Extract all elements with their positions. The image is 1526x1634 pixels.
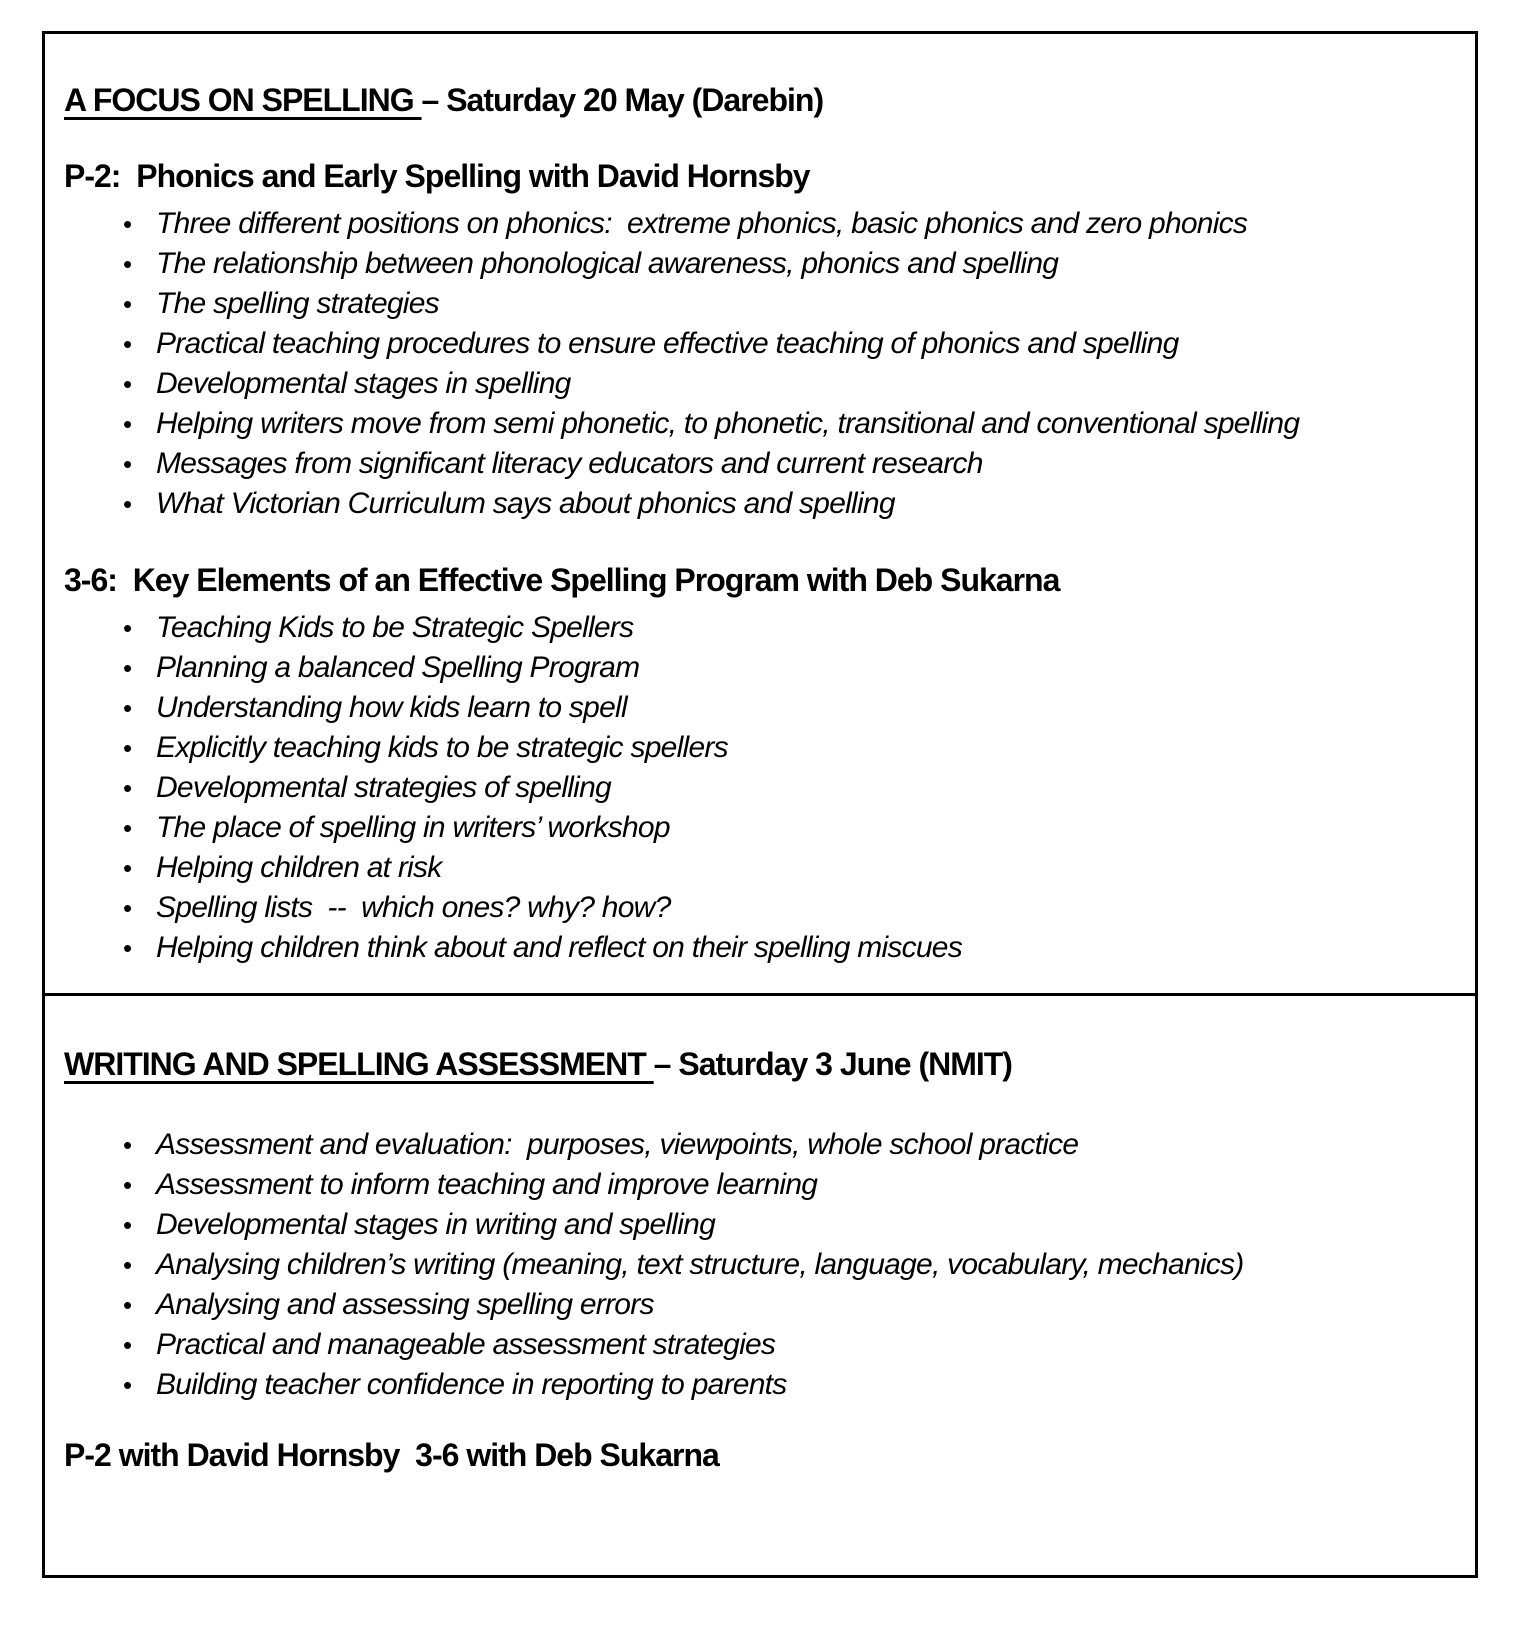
topic-item: • Building teacher confidence in reporting to parents xyxy=(123,1365,1455,1405)
course-table xyxy=(42,31,1478,1578)
topic-item: • The spelling strategies xyxy=(123,284,1455,324)
topic-item: • Developmental stages in writing and spelling xyxy=(123,1205,1455,1245)
topic-item: • What Victorian Curriculum says about phonics and spelling xyxy=(123,484,1455,524)
topic-item: • Teaching Kids to be Strategic Spellers xyxy=(123,608,1455,648)
session-title-name: A FOCUS ON SPELLING xyxy=(64,82,422,118)
topic-item: • Three different positions on phonics: extreme phonics, basic phonics and zero phonics xyxy=(123,204,1455,244)
presenters-line: P-2 with David Hornsby 3-6 with Deb Sukarna xyxy=(64,1437,719,1473)
topic-list-36 xyxy=(64,608,1455,968)
topic-item: • Spelling lists -- which ones? why? how? xyxy=(123,888,1455,928)
session-title-date: – Saturday 3 June (NMIT) xyxy=(653,1046,1012,1082)
topic-item: • Helping children at risk xyxy=(123,848,1455,888)
session-row-assessment xyxy=(45,996,1475,1578)
session-row-spelling-focus xyxy=(45,34,1475,996)
topic-list-p2 xyxy=(64,204,1455,524)
topic-item: • Analysing children’s writing (meaning, text structure, language, vocabulary, mechanics) xyxy=(123,1245,1455,1285)
topic-item: • The relationship between phonological awareness, phonics and spelling xyxy=(123,244,1455,284)
topic-list-assessment xyxy=(64,1125,1455,1405)
session-title-date: – Saturday 20 May (Darebin) xyxy=(421,82,824,118)
topic-item: • Developmental strategies of spelling xyxy=(123,768,1455,808)
topic-item: • Assessment and evaluation: purposes, viewpoints, whole school practice xyxy=(123,1125,1455,1165)
session-title-assessment xyxy=(64,1044,1455,1084)
topic-item: • Analysing and assessing spelling errors xyxy=(123,1285,1455,1325)
topic-item: • Practical teaching procedures to ensure effective teaching of phonics and spelling xyxy=(123,324,1455,364)
topic-item: • Developmental stages in spelling xyxy=(123,364,1455,404)
session-title-spelling-focus xyxy=(64,80,1455,120)
strand-heading-p2: P-2: Phonics and Early Spelling with David Hornsby xyxy=(64,158,810,194)
topic-item: • Assessment to inform teaching and improve learning xyxy=(123,1165,1455,1205)
topic-item: • Practical and manageable assessment strategies xyxy=(123,1325,1455,1365)
topic-item: • Helping writers move from semi phonetic, to phonetic, transitional and conventional spelling xyxy=(123,404,1455,444)
topic-item: • Explicitly teaching kids to be strategic spellers xyxy=(123,728,1455,768)
topic-item: • Helping children think about and reflect on their spelling miscues xyxy=(123,928,1455,968)
topic-item: • Planning a balanced Spelling Program xyxy=(123,648,1455,688)
session-title-name: WRITING AND SPELLING ASSESSMENT xyxy=(64,1046,654,1082)
topic-item: • Understanding how kids learn to spell xyxy=(123,688,1455,728)
topic-item: • Messages from significant literacy educators and current research xyxy=(123,444,1455,484)
strand-heading-36: 3-6: Key Elements of an Effective Spelling Program with Deb Sukarna xyxy=(64,562,1060,598)
topic-item: • The place of spelling in writers’ workshop xyxy=(123,808,1455,848)
